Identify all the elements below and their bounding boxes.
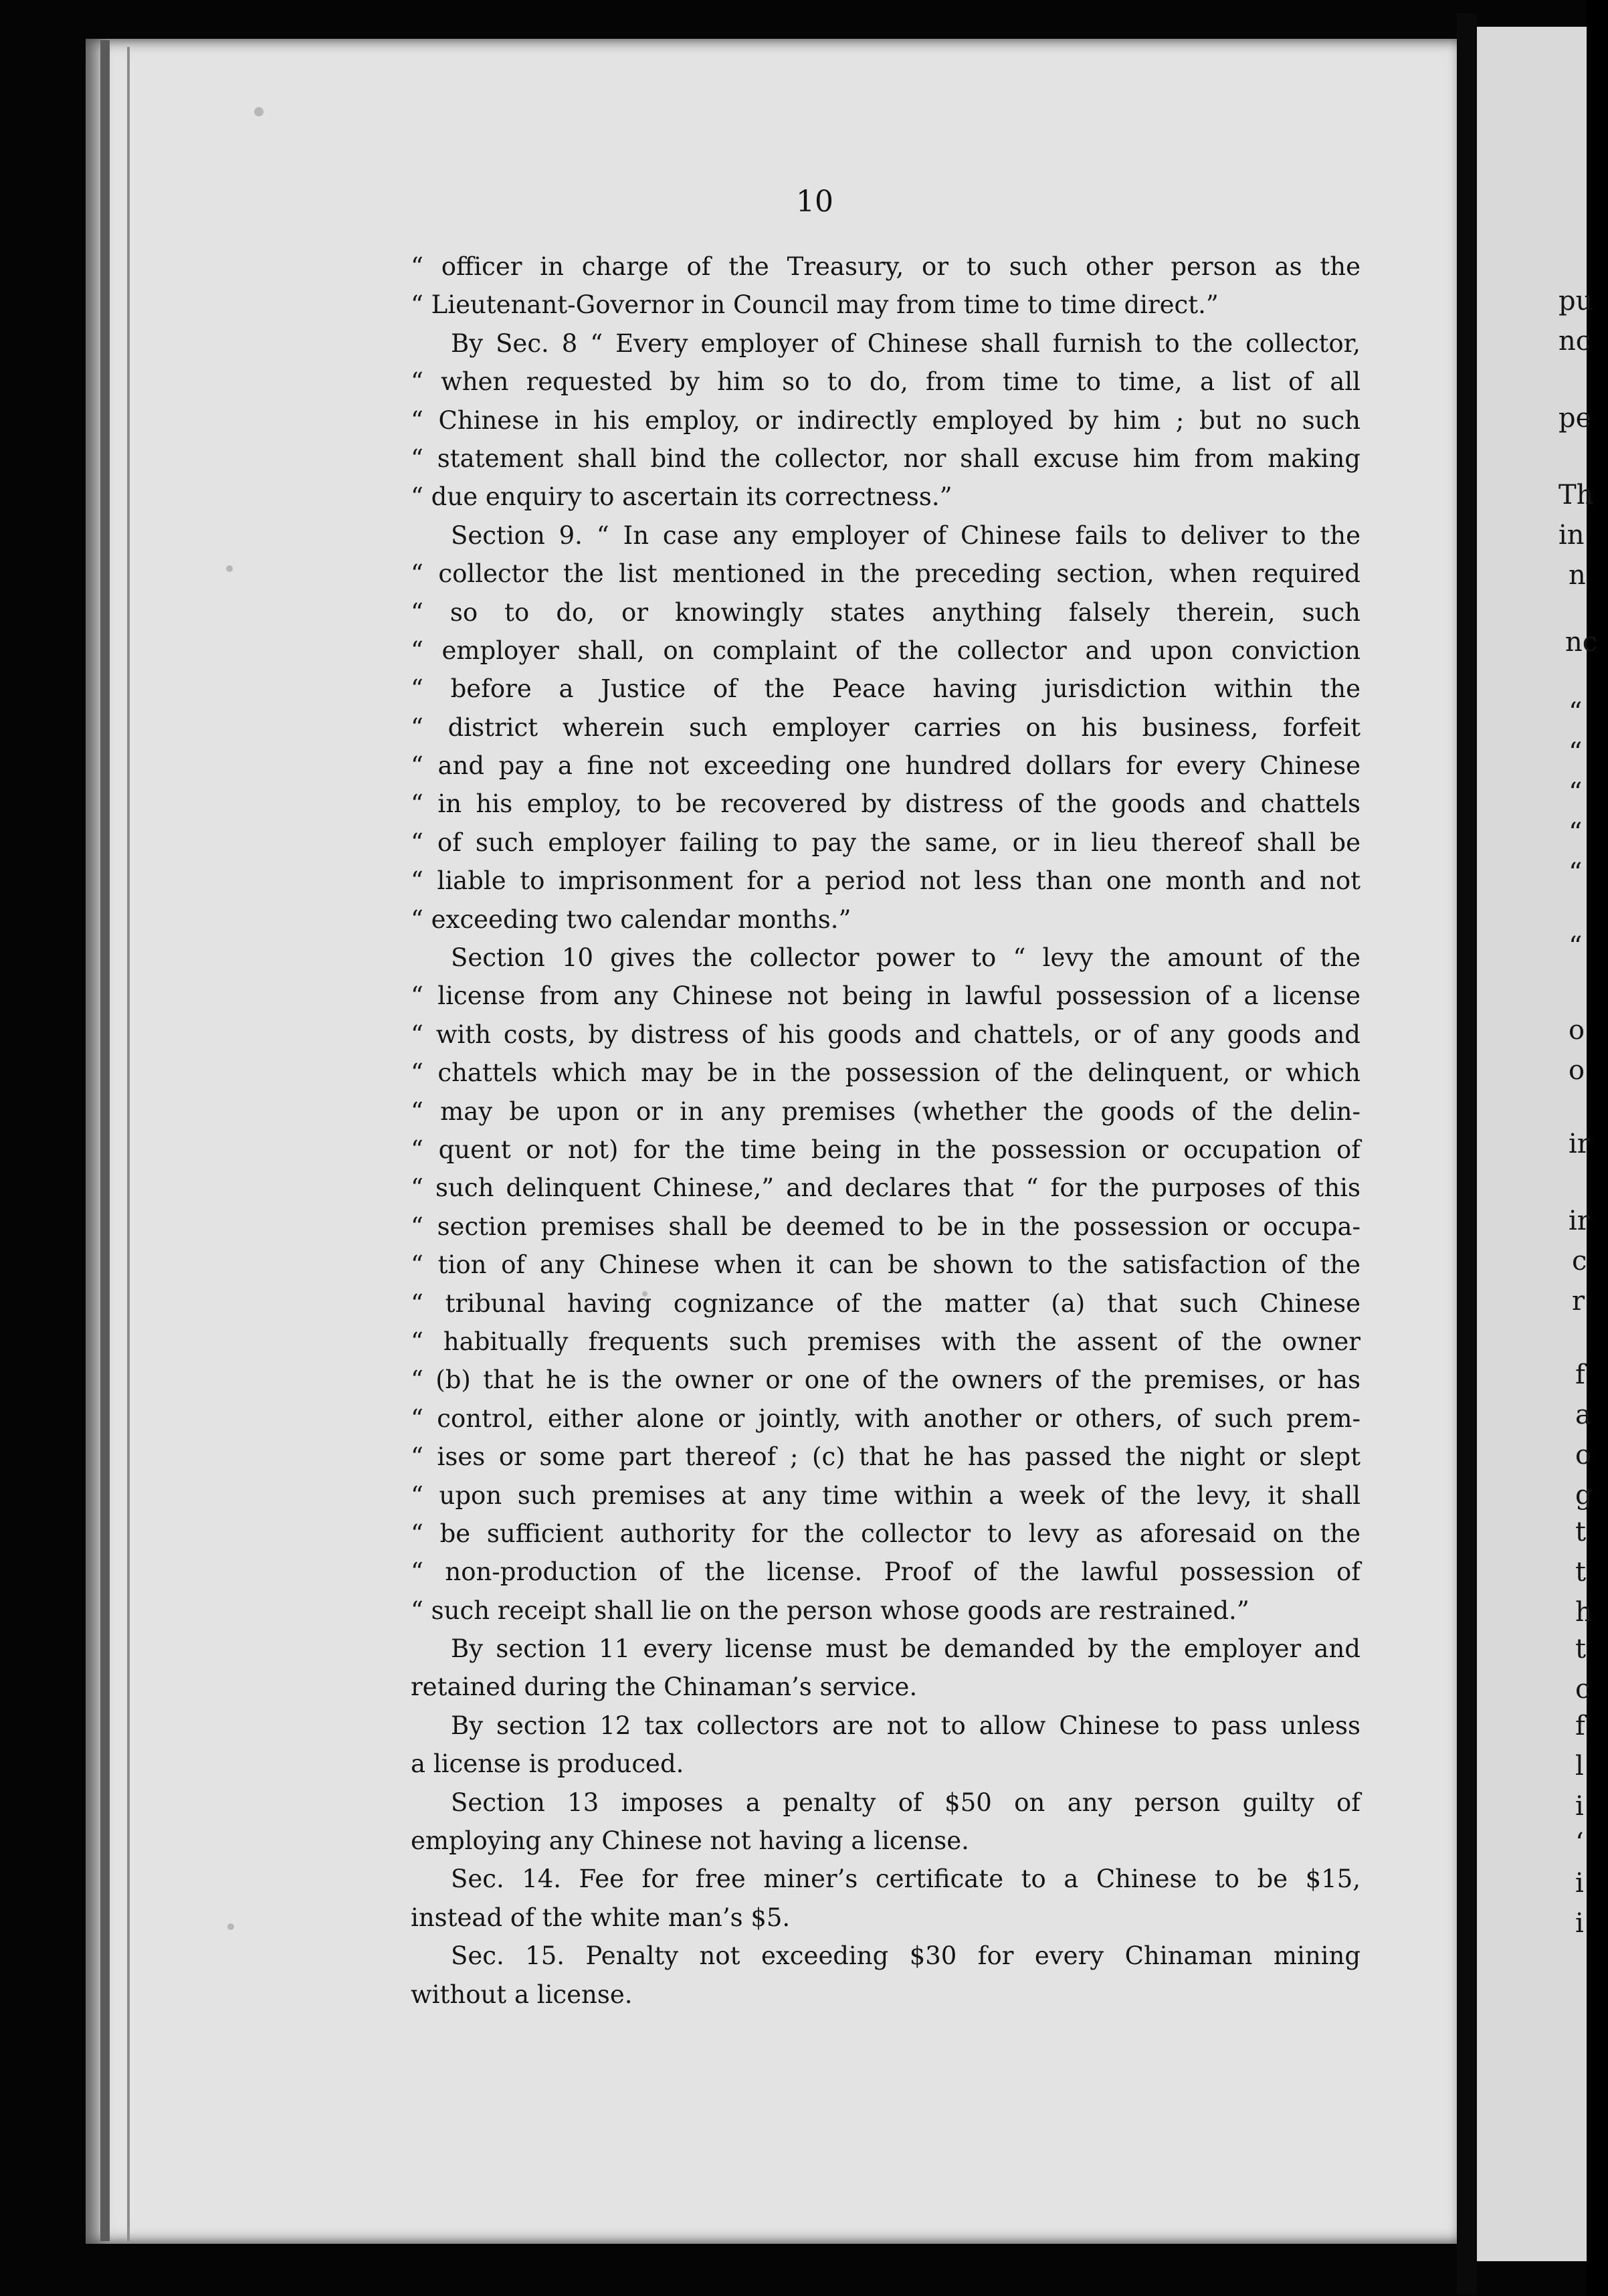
- text-line: “ Lieutenant-Governor in Council may from time to time direct.”: [411, 290, 1219, 320]
- text-line: “ chattels which may be in the possession of the delinquent, or which: [411, 1058, 1361, 1088]
- facing-page-fragment: nc: [1559, 326, 1591, 357]
- scan-speck: [254, 107, 264, 116]
- facing-page-fragment: ir: [1569, 1129, 1590, 1159]
- facing-page-fragment: o: [1569, 1055, 1585, 1086]
- text-line: Sec. 14. Fee for free miner’s certificate to a Chinese to be $15,: [451, 1864, 1361, 1894]
- facing-page-fragment: g: [1575, 1480, 1593, 1511]
- text-line: Section 9. “ In case any employer of Chinese fails to deliver to the: [451, 520, 1361, 550]
- text-line: Section 10 gives the collector power to “ levy the amount of the: [451, 943, 1361, 973]
- facing-page-fragment: f: [1575, 1711, 1585, 1741]
- facing-page-fragment: t: [1575, 1557, 1587, 1588]
- text-line: Sec. 15. Penalty not exceeding $30 for every Chinaman mining: [451, 1941, 1361, 1971]
- text-line: By Sec. 8 “ Every employer of Chinese shall furnish to the collector,: [451, 328, 1361, 358]
- facing-page-fragment: o: [1569, 1015, 1585, 1046]
- text-line: “ tribunal having cognizance of the matter (a) that such Chinese: [411, 1288, 1361, 1318]
- text-line: “ quent or not) for the time being in the possession or occupation of: [411, 1135, 1361, 1164]
- body-text: [411, 248, 1361, 2014]
- facing-page-fragment: pe: [1559, 403, 1592, 434]
- text-line: “ of such employer failing to pay the same, or in lieu thereof shall be: [411, 828, 1361, 857]
- text-line: “ exceeding two calendar months.”: [411, 904, 851, 934]
- text-line: “ due enquiry to ascertain its correctness.”: [411, 482, 952, 512]
- text-line: “ such receipt shall lie on the person whose goods are restrained.”: [411, 1596, 1249, 1625]
- text-line: By section 12 tax collectors are not to allow Chinese to pass unless: [451, 1711, 1361, 1740]
- facing-page-fragment: a: [1575, 1400, 1591, 1430]
- scan-speck: [227, 1923, 234, 1930]
- text-line: By section 11 every license must be demanded by the employer and: [451, 1634, 1361, 1664]
- text-line: “ control, either alone or jointly, with another or others, of such prem-: [411, 1404, 1361, 1433]
- text-line: “ before a Justice of the Peace having jurisdiction within the: [411, 674, 1361, 704]
- page-binding-edge: [100, 40, 110, 2241]
- text-line: “ employer shall, on complaint of the collector and upon conviction: [411, 636, 1361, 665]
- text-line: “ district wherein such employer carries on his business, forfeit: [411, 712, 1361, 742]
- text-line: Section 13 imposes a penalty of $50 on any person guilty of: [451, 1788, 1361, 1817]
- text-line: “ when requested by him so to do, from time to time, a list of all: [411, 367, 1361, 397]
- text-line: “ so to do, or knowingly states anything falsely therein, such: [411, 597, 1361, 627]
- text-line: “ section premises shall be deemed to be in the possession or occupa-: [411, 1212, 1361, 1241]
- facing-page-fragment: Th: [1559, 480, 1594, 510]
- text-line: “ license from any Chinese not being in lawful possession of a license: [411, 981, 1361, 1011]
- facing-page-fragment: c: [1572, 1246, 1587, 1276]
- text-line: “ statement shall bind the collector, nor shall excuse him from making: [411, 444, 1361, 473]
- text-line: “ collector the list mentioned in the preceding section, when required: [411, 559, 1361, 589]
- facing-page-fragment: t: [1575, 1517, 1587, 1547]
- facing-page-fragment: pu: [1559, 286, 1593, 316]
- text-line: “ (b) that he is the owner or one of the owners of the premises, or has: [411, 1365, 1361, 1395]
- text-line: “ upon such premises at any time within a week of the levy, it shall: [411, 1480, 1361, 1510]
- text-line: “ ises or some part thereof ; (c) that he has passed the night or slept: [411, 1442, 1361, 1472]
- text-line: “ non-production of the license. Proof of the lawful possession of: [411, 1557, 1361, 1587]
- facing-page-fragment: in: [1559, 520, 1585, 551]
- text-line: instead of the white man’s $5.: [411, 1903, 791, 1932]
- text-line: “ Chinese in his employ, or indirectly employed by him ; but no such: [411, 405, 1361, 435]
- text-line: “ may be upon or in any premises (whether the goods of the delin-: [411, 1096, 1361, 1126]
- text-line: “ officer in charge of the Treasury, or to such other person as the: [411, 252, 1361, 281]
- facing-page-fragment: t: [1575, 1634, 1587, 1664]
- text-line: “ liable to imprisonment for a period not less than one month and not: [411, 866, 1361, 896]
- facing-page-fragment: r: [1572, 1286, 1585, 1317]
- facing-page-fragment: “: [1569, 777, 1583, 808]
- text-line: retained during the Chinaman’s service.: [411, 1672, 918, 1702]
- text-line: “ such delinquent Chinese,” and declares that “ for the purposes of this: [411, 1173, 1361, 1203]
- text-line: “ habitually frequents such premises with the assent of the owner: [411, 1327, 1361, 1356]
- facing-page-fragment: c: [1575, 1674, 1591, 1705]
- facing-page-fragment: n: [1569, 560, 1586, 591]
- text-line: “ and pay a fine not exceeding one hundred dollars for every Chinese: [411, 751, 1361, 781]
- facing-page-fragment: h: [1575, 1597, 1593, 1628]
- facing-page-fragment: o: [1575, 1440, 1592, 1470]
- text-line: employing any Chinese not having a license.: [411, 1826, 969, 1856]
- text-line: “ in his employ, to be recovered by distress of the goods and chattels: [411, 789, 1361, 819]
- facing-page-fragment: ir: [1569, 1206, 1590, 1236]
- facing-page-fragment: i: [1575, 1791, 1584, 1822]
- facing-page-fragment: “: [1569, 818, 1583, 848]
- facing-page-fragment: “: [1569, 697, 1583, 728]
- text-line: “ tion of any Chinese when it can be shown to the satisfaction of the: [411, 1250, 1361, 1280]
- facing-page-fragment: i: [1575, 1908, 1584, 1939]
- facing-page-fragment: “: [1569, 931, 1583, 962]
- facing-page-fragment: nc: [1565, 627, 1598, 658]
- text-line: “ with costs, by distress of his goods and chattels, or of any goods and: [411, 1020, 1361, 1049]
- book-gutter: [1457, 13, 1477, 2295]
- scan-speck: [226, 565, 233, 572]
- facing-page-fragment: l: [1575, 1751, 1584, 1782]
- facing-page-fragment: “: [1569, 737, 1583, 768]
- text-line: “ be sufficient authority for the collector to levy as aforesaid on the: [411, 1519, 1361, 1548]
- facing-page-fragment: “: [1569, 858, 1583, 888]
- text-line: a license is produced.: [411, 1749, 684, 1779]
- text-line: without a license.: [411, 1980, 633, 2009]
- facing-page-fragment: i: [1575, 1868, 1584, 1899]
- page-edge-line: [127, 47, 130, 2241]
- facing-page-fragment: f: [1575, 1359, 1585, 1390]
- facing-page-fragment: ‘: [1575, 1828, 1584, 1858]
- page-number: 10: [796, 185, 833, 219]
